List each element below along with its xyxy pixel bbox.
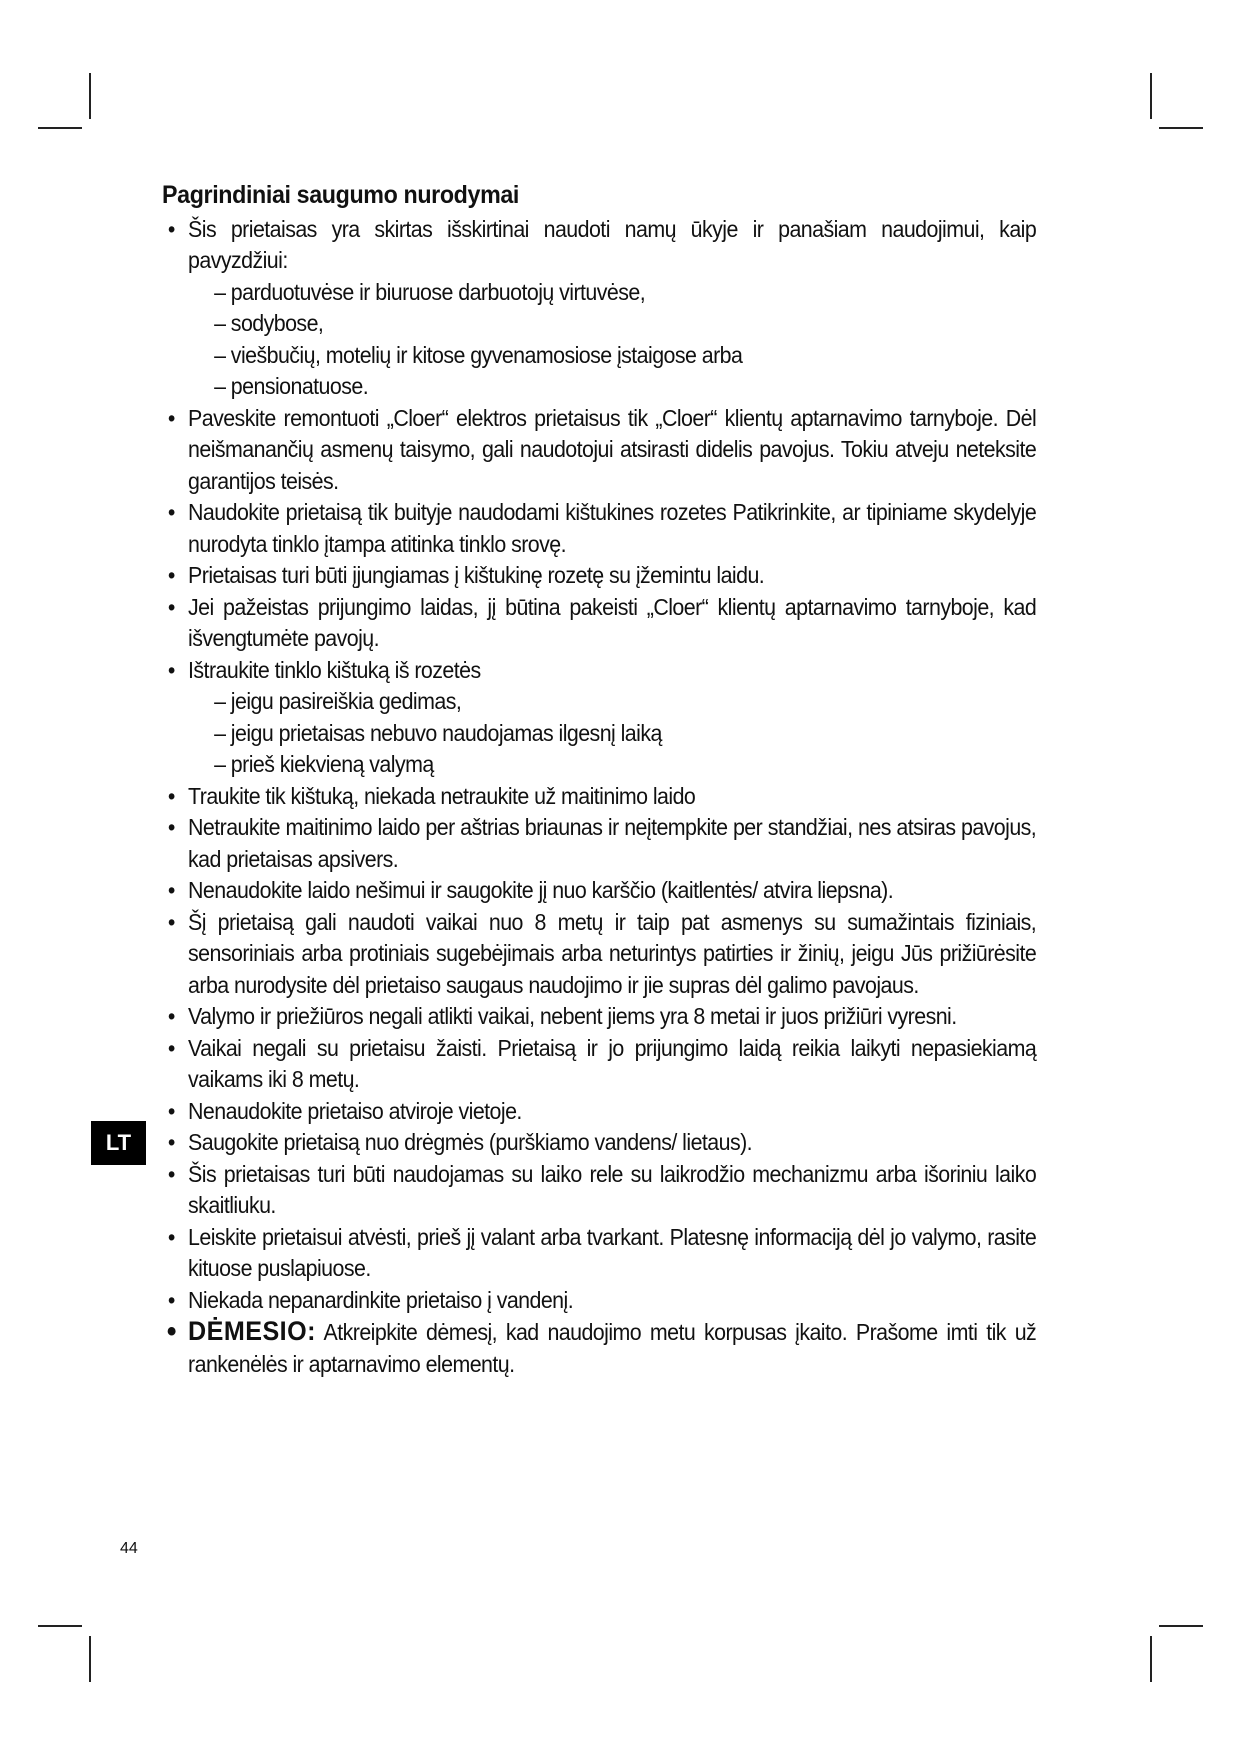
sub-list-item: – prieš kiekvieną valymą xyxy=(214,751,434,777)
list-item xyxy=(162,592,1036,655)
bullet-icon: • xyxy=(167,1286,175,1313)
sub-list-item: – viešbučių, motelių ir kitose gyvenamosiose įstaigose arba xyxy=(214,341,743,368)
bullet-icon: • xyxy=(167,1160,175,1187)
list-item xyxy=(162,497,1036,560)
list-item xyxy=(162,655,1036,781)
bullet-icon: • xyxy=(167,1097,175,1124)
list-item xyxy=(162,1127,1036,1159)
bullet-icon: • xyxy=(167,404,175,431)
sub-list-item: – jeigu prietaisas nebuvo naudojamas ilgesnį laiką xyxy=(214,719,662,746)
list-item xyxy=(162,214,1036,403)
sub-list-item: – parduotuvėse ir biuruose darbuotojų virtuvėse, xyxy=(214,278,646,305)
list-item xyxy=(162,812,1036,875)
bullet-icon: • xyxy=(167,562,175,588)
list-item-text: Šis prietaisas yra skirtas išskirtinai naudoti namų ūkyje ir panašiam naudojimui, kaip pavyzdžiui: xyxy=(188,215,1037,273)
bullet-icon: • xyxy=(167,593,175,620)
crop-mark-top-right-h xyxy=(1159,127,1203,129)
list-item-text: Šis prietaisas turi būti naudojamas su laiko rele su laikrodžio mechanizmu arba išoriniu laiko skaitliuku. xyxy=(188,1160,1037,1218)
bullet-icon: • xyxy=(167,1003,175,1029)
list-item xyxy=(162,403,1036,498)
bullet-icon: • xyxy=(167,1129,175,1155)
list-item-text: Traukite tik kištuką, niekada netraukite už maitinimo laido xyxy=(188,782,696,809)
list-item-text: Niekada nepanardinkite prietaiso į vandenį. xyxy=(188,1286,574,1313)
warning-label: DĖMESIO: xyxy=(188,1316,316,1346)
bullet-icon: • xyxy=(167,814,175,840)
list-item-text: Saugokite prietaisą nuo drėgmės (purškiamo vandens/ lietaus). xyxy=(188,1129,753,1155)
list-item-text: Naudokite prietaisą tik buityje naudodami kištukines rozetes Patikrinkite, ar tipiniame skydelyje nurodyta tinklo įtampa atitinka tinklo srovę. xyxy=(188,499,1037,557)
page-number: 44 xyxy=(120,1540,138,1557)
list-item-text: Ištraukite tinklo kištuką iš rozetės xyxy=(188,656,481,683)
list-item xyxy=(162,1285,1036,1317)
list-item-text: Prietaisas turi būti įjungiamas į kištukinę rozetę su įžemintu laidu. xyxy=(188,562,765,588)
bullet-icon: • xyxy=(167,1034,175,1061)
bullet-icon: • xyxy=(166,1315,176,1348)
bullet-icon: • xyxy=(167,1223,175,1250)
bullet-icon: • xyxy=(167,215,175,242)
bullet-icon: • xyxy=(167,877,175,903)
list-item xyxy=(162,1222,1036,1285)
list-item xyxy=(162,560,1036,592)
crop-mark-top-left-v xyxy=(89,73,91,119)
language-tab: LT xyxy=(91,1121,146,1165)
bullet-icon: • xyxy=(167,782,175,809)
crop-mark-bottom-right-v xyxy=(1150,1636,1152,1682)
list-item xyxy=(162,875,1036,907)
crop-mark-bottom-left-h xyxy=(38,1625,82,1627)
list-item-text: Jei pažeistas prijungimo laidas, jį būtina pakeisti „Cloer“ klientų aptarnavimo tarnyboje, kad išvengtumėte pavojų. xyxy=(188,593,1037,651)
sub-list-item: – pensionatuose. xyxy=(214,373,369,399)
list-item-text: Paveskite remontuoti „Cloer“ elektros prietaisus tik „Cloer“ klientų aptarnavimo tarnyboje. Dėl neišmanančių asmenų taisymo, gali naudotojui atsirasti didelis pavojus. Tokiu atveju neteksite garantijos teisės. xyxy=(188,404,1037,494)
list-item-text: Nenaudokite prietaiso atviroje vietoje. xyxy=(188,1097,522,1124)
bullet-icon: • xyxy=(167,908,175,935)
list-item xyxy=(162,1159,1036,1222)
list-item xyxy=(162,907,1036,1002)
list-item xyxy=(162,1033,1036,1096)
list-item-text: Vaikai negali su prietaisu žaisti. Prietaisą ir jo prijungimo laidą reikia laikyti nepasiekiamą vaikams iki 8 metų. xyxy=(188,1034,1037,1092)
warning-body: Atkreipkite dėmesį, kad naudojimo metu korpusas įkaito. Prašome imti tik už rankenėlės ir aptarnavimo elementų. xyxy=(188,1319,1037,1377)
list-item-text: Šį prietaisą gali naudoti vaikai nuo 8 metų ir taip pat asmenys su sumažintais fiziniais, sensoriniais arba protiniais sugebėjimais arba neturintys patirties ir žinių, jeigu Jūs prižiūrėsite arba nurodysite dėl prietaiso saugaus naudojimo ir jie supras dėl galimo pavojaus. xyxy=(188,908,1037,998)
crop-mark-top-right-v xyxy=(1150,73,1152,119)
bullet-icon: • xyxy=(167,499,175,525)
sub-list-item: – sodybose, xyxy=(214,310,324,336)
list-item-text: Leiskite prietaisui atvėsti, prieš jį valant arba tvarkant. Platesnę informaciją dėl jo valymo, rasite kituose puslapiuose. xyxy=(188,1223,1037,1281)
list-item xyxy=(162,1001,1036,1033)
crop-mark-bottom-right-h xyxy=(1159,1625,1203,1627)
bullet-icon: • xyxy=(167,656,175,683)
list-item-text: Netraukite maitinimo laido per aštrias briaunas ir neįtempkite per standžiai, nes atsiras pavojus, kad prietaisas apsivers. xyxy=(188,814,1037,872)
crop-mark-top-left-h xyxy=(38,127,82,129)
list-item-text: Nenaudokite laido nešimui ir saugokite jį nuo karščio (kaitlentės/ atvira liepsna). xyxy=(188,877,894,903)
warning-item xyxy=(162,1316,1036,1380)
safety-instructions xyxy=(162,180,1036,1380)
list-item-text: Valymo ir priežiūros negali atlikti vaikai, nebent jiems yra 8 metai ir juos prižiūri vyresni. xyxy=(188,1003,957,1029)
warning-text xyxy=(188,1316,1036,1380)
crop-mark-bottom-left-v xyxy=(89,1636,91,1682)
sub-list-item: – jeigu pasireiškia gedimas, xyxy=(214,688,462,714)
section-heading: Pagrindiniai saugumo nurodymai xyxy=(162,181,520,209)
list-item xyxy=(162,1096,1036,1128)
instruction-list xyxy=(162,214,1036,1317)
list-item xyxy=(162,781,1036,813)
